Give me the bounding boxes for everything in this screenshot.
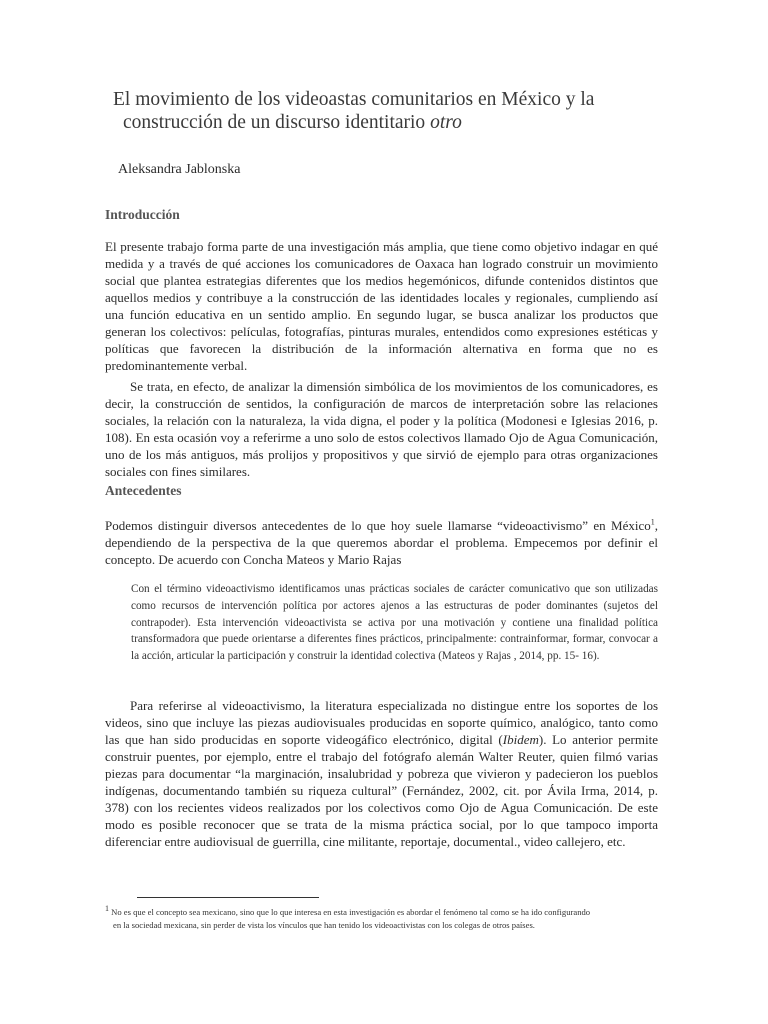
footnote-line-1: No es que el concepto sea mexicano, sino que lo que interesa en esta investigación es abordar el fenómeno tal como se ha ido configurando (109, 907, 591, 917)
block-quote: Con el término videoactivismo identificamos unas prácticas sociales de carácter comunicativo que son utilizadas como recursos de intervención política por actores ajenos a las estructuras de poder dominantes (sujetos del contrapoder). Esta intervención videoactivista se activa por una motivación y contiene una finalidad política transformadora que puede orientarse a diferentes fines prácticos, principalmente: contrainformar, formar, convocar a la acción, articular la participación y construir la identidad colectiva (Mateos y Rajas , 2014, pp. 15- 16). (131, 583, 658, 663)
title-line-2: construcción de un discurso identitario otro (123, 112, 462, 133)
section-heading-introduccion: Introducción (105, 207, 180, 222)
section-heading-antecedentes: Antecedentes (105, 483, 182, 498)
footnote-reference[interactable]: 1 (650, 517, 655, 527)
author-name: Aleksandra Jablonska (118, 162, 241, 177)
antecedentes-paragraph-1: Podemos distinguir diversos antecedentes de lo que hoy suele llamarse “videoactivismo” en México$^1$, dependiendo de la perspectiva de la que queremos abordar el problema. Empecemos por definir el concepto. De acuerdo con Concha Mateos y Mario Rajas (105, 517, 658, 567)
antecedentes-paragraph-2: Para referirse al videoactivismo, la literatura especializada no distingue entre los soportes de los videos, sino que incluye las piezas audiovisuales producidas en soporte químico, analógico, tanto como las que han sido producidas en soporte videogáfico electrónico, digital (Ibidem). Lo anterior permite construir puentes, por ejemplo, entre el trabajo del fotógrafo alemán Walter Reuter, quien filmó varias piezas para documentar “la marginación, insalubridad y pobreza que vivieron y padecieron los pueblos indígenas, documentando también su riqueza cultural” (Fernández, 2002, cit. por Ávila Irma, 2014, p. 378) con los recientes videos realizados por los colectivos como Ojo de Agua Comunicación. De este modo es posible reconocer que se trata de la misma práctica social, por lo que tampoco importa diferenciar entre audiovisual de guerrilla, cine militante, reportaje, documental., video callejero, etc. (105, 698, 658, 849)
title-line-1: El movimiento de los videoastas comunitarios en México y la (113, 89, 595, 110)
footnote-divider (137, 897, 319, 898)
ibidem-italic: Ibidem (502, 732, 539, 747)
footnote-marker: 1 (105, 904, 109, 914)
footnote-line-2: en la sociedad mexicana, sin perder de vista los vínculos que han tenido los videoactivistas con los colegas de otros países. (113, 920, 535, 930)
document-title (113, 88, 673, 134)
intro-paragraph-1: El presente trabajo forma parte de una investigación más amplia, que tiene como objetivo indagar en qué medida y a través de qué acciones los comunicadores de Oaxaca han logrado construir un movimiento social que plantea estrategias diferentes que los medios hegemónicos, difunde contenidos distintos que aquellos medios y contribuye a la construcción de las identidades locales y regionales, cumpliendo así una función educativa en un sentido amplio. En segundo lugar, se busca analizar los productos que generan los colectivos: películas, fotografías, pinturas murales, entendidos como expresiones estéticas y políticas que favorecen la distribución de la información alternativa en forma que no es predominantemente verbal. (105, 239, 658, 373)
title-italic-word: otro (430, 112, 462, 133)
intro-paragraph-2: Se trata, en efecto, de analizar la dimensión simbólica de los movimientos de los comunicadores, es decir, la construcción de sentidos, la configuración de marcos de interpretación sobre las relaciones sociales, la relación con la naturaleza, la vida digna, el poder y la política (Modonesi e Iglesias 2016, p. 108). En esta ocasión voy a referirme a uno solo de estos colectivos llamado Ojo de Agua Comunicación, uno de los más antiguos, más prolijos y propositivos y que sirvió de ejemplo para otras organizaciones sociales con fines similares. (105, 379, 658, 479)
footnote (105, 906, 658, 932)
